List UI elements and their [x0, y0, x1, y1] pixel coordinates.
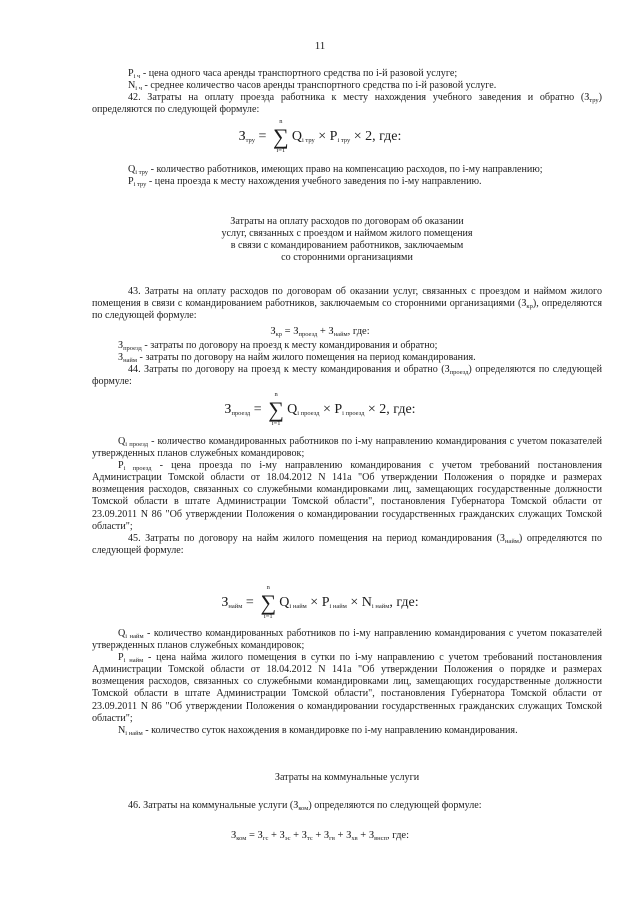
def-z-naim: $З_{найм}$ - затраты по договору на найм жилого помещения на период командирования.	[118, 352, 476, 365]
sum-sign: n ∑ i=1	[260, 584, 277, 620]
def-q-i-naim: $Q_{i найм}$ - количество командированных работников по i-му направлению командирования с учетом показателей утвержденных планов служебных командировок;	[92, 628, 602, 652]
heading-utilities: Затраты на коммунальные услуги	[274, 772, 420, 783]
def-p-i-naim: $P_{i найм}$ - цена найма жилого помещения в сутки по i-му направлению с учетом требований постановления Администрации Томской области от 18.04.2012 N 141а "Об утверждении Положения о порядке и размерах возмещения расходов, связанных со служебными командировками лиц, замещающих государственные должности Томской области в штате Администрации Томской области", постановления Губернатора Томской области от 23.09.2011 N 86 "Об утверждении Положения о командировании государственных гражданских служащих Томской области";	[92, 652, 602, 724]
sum-sign: n ∑ i=1	[268, 391, 284, 427]
formula-44: $З_{проезд}$ = n ∑ i=1 $Q_{i проезд} \times P_{i проезд} \times 2$, где:	[224, 391, 416, 427]
def-p-i-ch: $P_{i ч}$ - цена одного часа аренды транспортного средства по i-й разовой услуге;	[128, 68, 458, 80]
definitions-42	[92, 164, 602, 188]
def-q-i-tru: $Q_{i тру}$ - количество работников, имеющих право на компенсацию расходов, по i-му направлению;	[128, 164, 543, 176]
heading-travel-expenses: Затраты на оплату расходов по договорам об оказании услуг, связанных с проездом и наймом жилого помещения в связи с командированием работников, заключаемым со сторонними организациями	[221, 216, 473, 264]
def-n-i-ch: $N_{i ч}$ - среднее количество часов аренды транспортного средства по i-й разовой услуге.	[128, 80, 497, 93]
definitions-43-44	[92, 340, 602, 388]
page-number: 11	[314, 40, 326, 52]
sum-sign: n ∑ i=1	[273, 118, 289, 154]
paragraph-42: 42. Затраты на оплату проезда работника к месту нахождения учебного заведения и обратно $(З_{тру})$ определяются по следующей формуле:	[92, 92, 602, 116]
formula-43: $З_{кр} = З_{проезд} + З_{найм}$, где:	[270, 326, 370, 338]
paragraph-45: 45. Затраты по договору на найм жилого помещения на период командирования $(З_{найм})$ определяются по следующей формуле:	[92, 532, 603, 556]
definitions-45	[92, 628, 602, 737]
formula-45: $З_{найм}$ = n ∑ i=1 $Q_{i найм} \times P_{i найм} \times N_{i найм}$, где:	[221, 584, 419, 620]
formula-46: $З_{ком} = З_{гс} + З_{эс} + З_{тс} + З_{гв} + З_{хв} + З_{внсп}$, где:	[231, 830, 409, 842]
paragraph-44: 44. Затраты по договору на проезд к месту командирования и обратно $(З_{проезд})$ определяются по следующей формуле:	[92, 364, 602, 388]
def-p-i-proezd: $P_{i проезд}$ - цена проезда по i-му направлению командирования с учетом требований постановления Администрации Томской области от 18.04.2012 N 141а "Об утверждении Положения о порядке и размерах возмещения расходов, связанных со служебными командировками лиц, замещающих государственные должности Томской области в штате Администрации Томской области", постановления Губернатора Томской области от 23.09.2011 N 86 "Об утверждении Положения о командировании государственных гражданских служащих Томской области";	[92, 460, 602, 532]
formula-42: $З_{тру}$ = n ∑ i=1 $Q_{i тру} \times P_{i тру} \times 2$, где:	[238, 118, 402, 154]
def-p-i-tru: $P_{i тру}$ - цена проезда к месту нахождения учебного заведения по i-му направлению.	[128, 176, 482, 189]
def-q-i-proezd: $Q_{i проезд}$ - количество командированных работников по i-му направлению командирования с учетом показателей утвержденных планов служебных командировок;	[92, 436, 602, 460]
def-z-proezd: $З_{проезд}$ - затраты по договору на проезд к месту командирования и обратно;	[118, 340, 438, 352]
def-n-i-naim: $N_{i найм}$ - количество суток нахождения в командировке по i-му направлению командирования.	[118, 724, 518, 737]
top-definitions	[92, 68, 602, 116]
paragraph-43: 43. Затраты на оплату расходов по договорам об оказании услуг, связанных с проездом и наймом жилого помещения в связи с командированием работников, заключаемым со сторонними организациями $(З_{кр})$, определяются по следующей формуле:	[92, 286, 602, 322]
paragraph-46: 46. Затраты на коммунальные услуги $(З_{ком})$ определяются по следующей формуле:	[128, 800, 482, 812]
definitions-44	[92, 436, 602, 557]
